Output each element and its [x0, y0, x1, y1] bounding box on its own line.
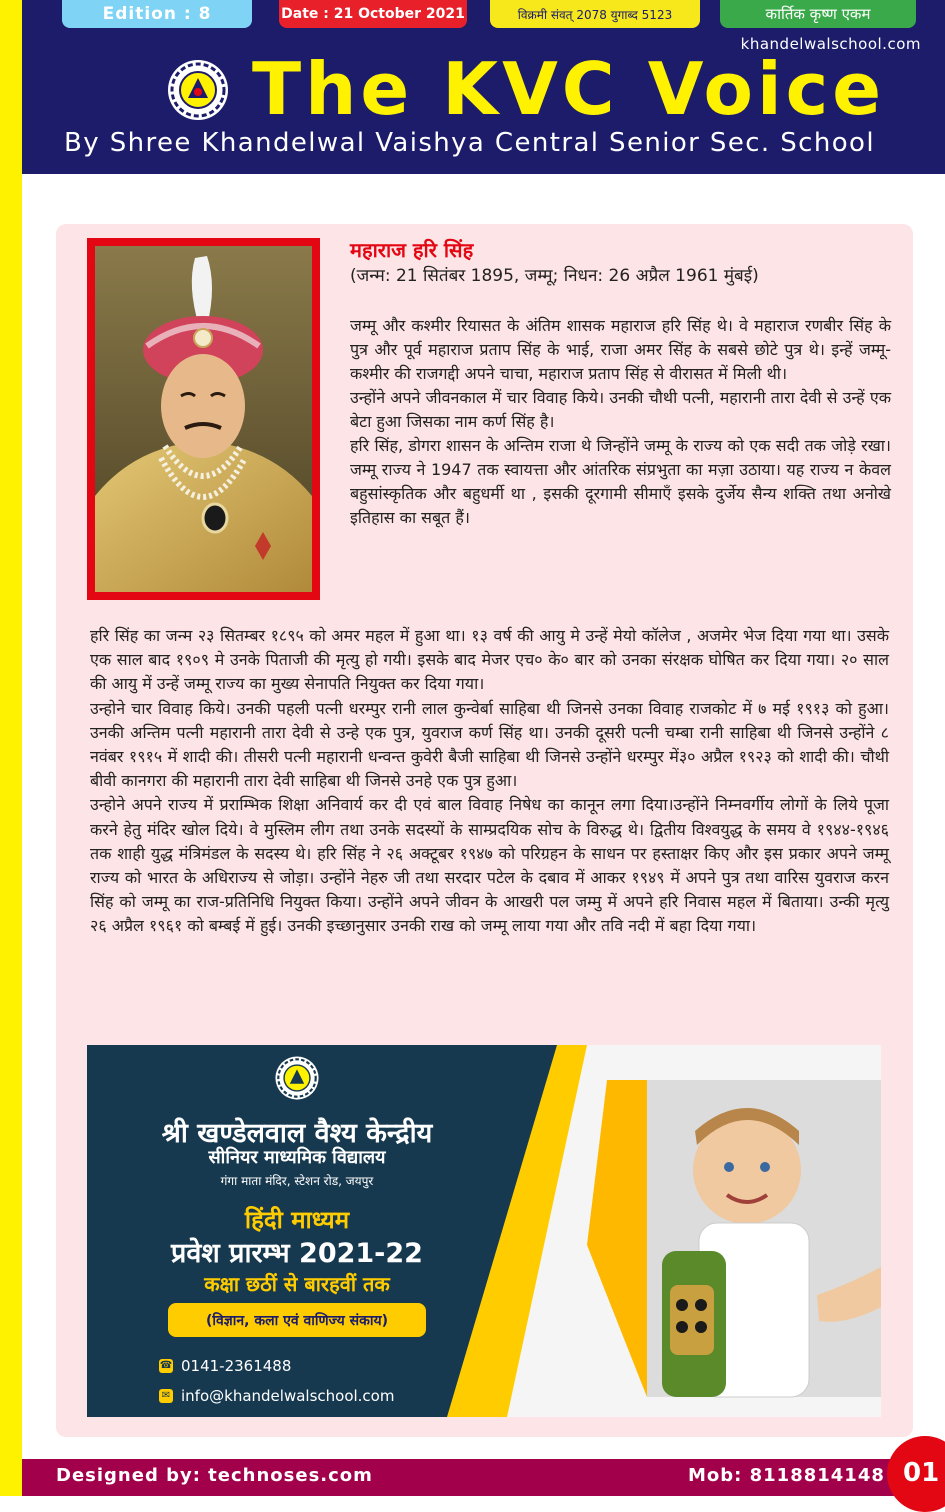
page-number: 01: [903, 1458, 940, 1488]
maharaja-portrait-image: [95, 246, 312, 592]
ad-school-name: श्री खण्डेलवाल वैश्य केन्द्रीय: [161, 1118, 433, 1149]
article-intro: [350, 314, 891, 530]
ad-email-address: info@khandelwalschool.com: [181, 1387, 395, 1405]
ad-phone-number: 0141-2361488: [181, 1357, 292, 1375]
article-dates: (जन्म: 21 सितंबर 1895, जम्मू; निधन: 26 अप्रैल 1961 मुंबई): [350, 266, 759, 286]
newspaper-subtitle: By Shree Khandelwal Vaishya Central Senior Sec. School: [64, 128, 875, 158]
ad-admission-headline: प्रवेश प्रारम्भ 2021-22: [171, 1238, 423, 1269]
ad-address: गंगा माता मंदिर, स्टेशन रोड, जयपुर: [220, 1174, 374, 1188]
mobile-number[interactable]: Mob: 8118814148: [688, 1465, 885, 1486]
article-title: महाराज हरि सिंह: [350, 238, 474, 262]
designer-credit[interactable]: Designed by: technoses.com: [56, 1465, 373, 1486]
newspaper-title: The KVC Voice: [252, 47, 886, 131]
samvat-badge: विक्रमी संवत् 2078 युगाब्द 5123: [490, 0, 700, 28]
admission-advertisement[interactable]: [87, 1045, 881, 1417]
edition-badge: Edition : 8: [62, 0, 252, 28]
article-body: [90, 624, 889, 939]
ad-phone[interactable]: [159, 1357, 291, 1375]
mail-icon: ✉: [159, 1389, 173, 1403]
hindi-month-badge: कार्तिक कृष्ण एकम: [720, 0, 916, 28]
ad-faculty-badge: (विज्ञान, कला एवं वाणिज्य संकाय): [168, 1303, 426, 1337]
intro-paragraph: उन्होंने अपने जीवनकाल में चार विवाह किये। उनकी चौथी पत्नी, महारानी तारा देवी से उन्हें एक बेटा हुआ जिसका नाम कर्ण सिंह है।: [350, 388, 891, 431]
ad-medium: हिंदी माध्यम: [244, 1206, 350, 1234]
body-paragraph: उन्होने अपने राज्य में प्रराम्भिक शिक्षा अनिवार्य कर दी एवं बाल विवाह निषेध का कानून लगा दिया।उन्होंने निम्नवर्गीय लोगों के लिये पूजा करने हेतु मंदिर खोल दिये। वे मुस्लिम लीग तथा उनके सदस्यों के साम्प्रदयिक सोच के विरुद्ध थे। द्वितीय विश्वयुद्ध के समय वे १९४४-१९४६ तक शाही युद्ध मंत्रिमंडल के सदस्य थे। हरि सिंह ने २६ अक्टूबर १९४७ को परिग्रहन के साधन पर हस्ताक्षर किए और इस प्रकार अपने जम्मू राज्य को भारत के अधिराज्य से जोड़ा। उन्होंने नेहरु जी तथा सरदार पटेल के दबाव में आकर १९४९ में अपने पुत्र तथा वारिस युवराज करन सिंह को जम्मू का राज-प्रतिनिधि नियुक्त किया। उन्होंने अपने जीवन के आखरी पल जम्मु में अपने हरि निवास महल में बिताया। उन्की मृत्यु २६ अप्रैल १९६१ को बम्बई में हुई। उनकी इच्छानुसार उनकी राख को जम्मू लाया गया और तवि नदी में बहा दिया गया।: [90, 795, 889, 936]
ad-email[interactable]: [159, 1387, 394, 1405]
website-link[interactable]: khandelwalschool.com: [740, 35, 921, 53]
ad-school-subtitle: सीनियर माध्यमिक विद्यालय: [208, 1147, 386, 1168]
phone-icon: ☎: [159, 1360, 173, 1371]
date-badge: Date : 21 October 2021: [279, 0, 467, 28]
school-emblem-icon: [166, 58, 230, 122]
school-emblem-icon: [274, 1055, 320, 1101]
intro-paragraph: जम्मू और कश्मीर रियासत के अंतिम शासक महाराज हरि सिंह थे। वे महाराज रणबीर सिंह के पुत्र और पूर्व महाराज प्रताप सिंह के भाई, राजा अमर सिंह के सबसे छोटे पुत्र थे। इन्हें जम्मू-कश्मीर की राजगद्दी अपने चाचा, महाराज प्रताप सिंह से वीरासत में मिली थी।: [350, 316, 891, 383]
intro-paragraph: हरि सिंह, डोगरा शासन के अन्तिम राजा थे जिन्होंने जम्मू के राज्य को एक सदी तक जोड़े रखा।जम्मू राज्य ने 1947 तक स्वायत्ता और आंतरिक संप्रभुता का मज़ा उठाया। यह राज्य न केवल बहुसांस्कृतिक और बहुधर्मी था , इसकी दूरगामी सीमाएँ इसके दुर्जेय सैन्य शक्ति तथा अनोखे इतिहास का सबूत हैं।: [350, 436, 891, 527]
ad-text-panel: [87, 1045, 507, 1417]
body-paragraph: हरि सिंह का जन्म २३ सितम्बर १८९५ को अमर महल में हुआ था। १३ वर्ष की आयु मे उन्हें मेयो कॉलेज , अजमेर भेज दिया गया था। उसके एक साल बाद १९०९ मे उनके पिताजी की मृत्यु हो गयी। इसके बाद मेजर एच० के० बार को उनका संरक्षक घोषित कर दिया गया। २० साल की आयु में उन्हें जम्मू राज्य का मुख्य सेनापति नियुक्त कर दिया गया।: [90, 626, 889, 694]
ad-classes: कक्षा छठीं से बारहवीं तक: [204, 1272, 390, 1296]
left-accent-bar: [0, 0, 22, 1496]
body-paragraph: उन्होने चार विवाह किये। उनकी पहली पत्नी धरम्पुर रानी लाल कुन्वेर्बा साहिबा थी जिनसे उनका विवाह राजकोट में ७ मई १९१३ को हुआ।उनकी अन्तिम पत्नी महारानी तारा देवी से उन्हे एक पुत्र, युवराज कर्ण सिंह था। उनकी दूसरी पत्नी चम्बा रानी साहिबा थी जिनसे उन्होंने ८ नवंबर १९१५ में शादी की। तीसरी पत्नी महारानी धन्वन्त कुवेरी बैजी साहिबा थी जिनसे उन्होंने धरम्पुर में३० अप्रैल १९२३ को शादी की। चौथी बीवी कानगरा की महारानी तारा देवी साहिबा थी जिनसे उनहे एक पुत्र हुआ।: [90, 698, 889, 791]
